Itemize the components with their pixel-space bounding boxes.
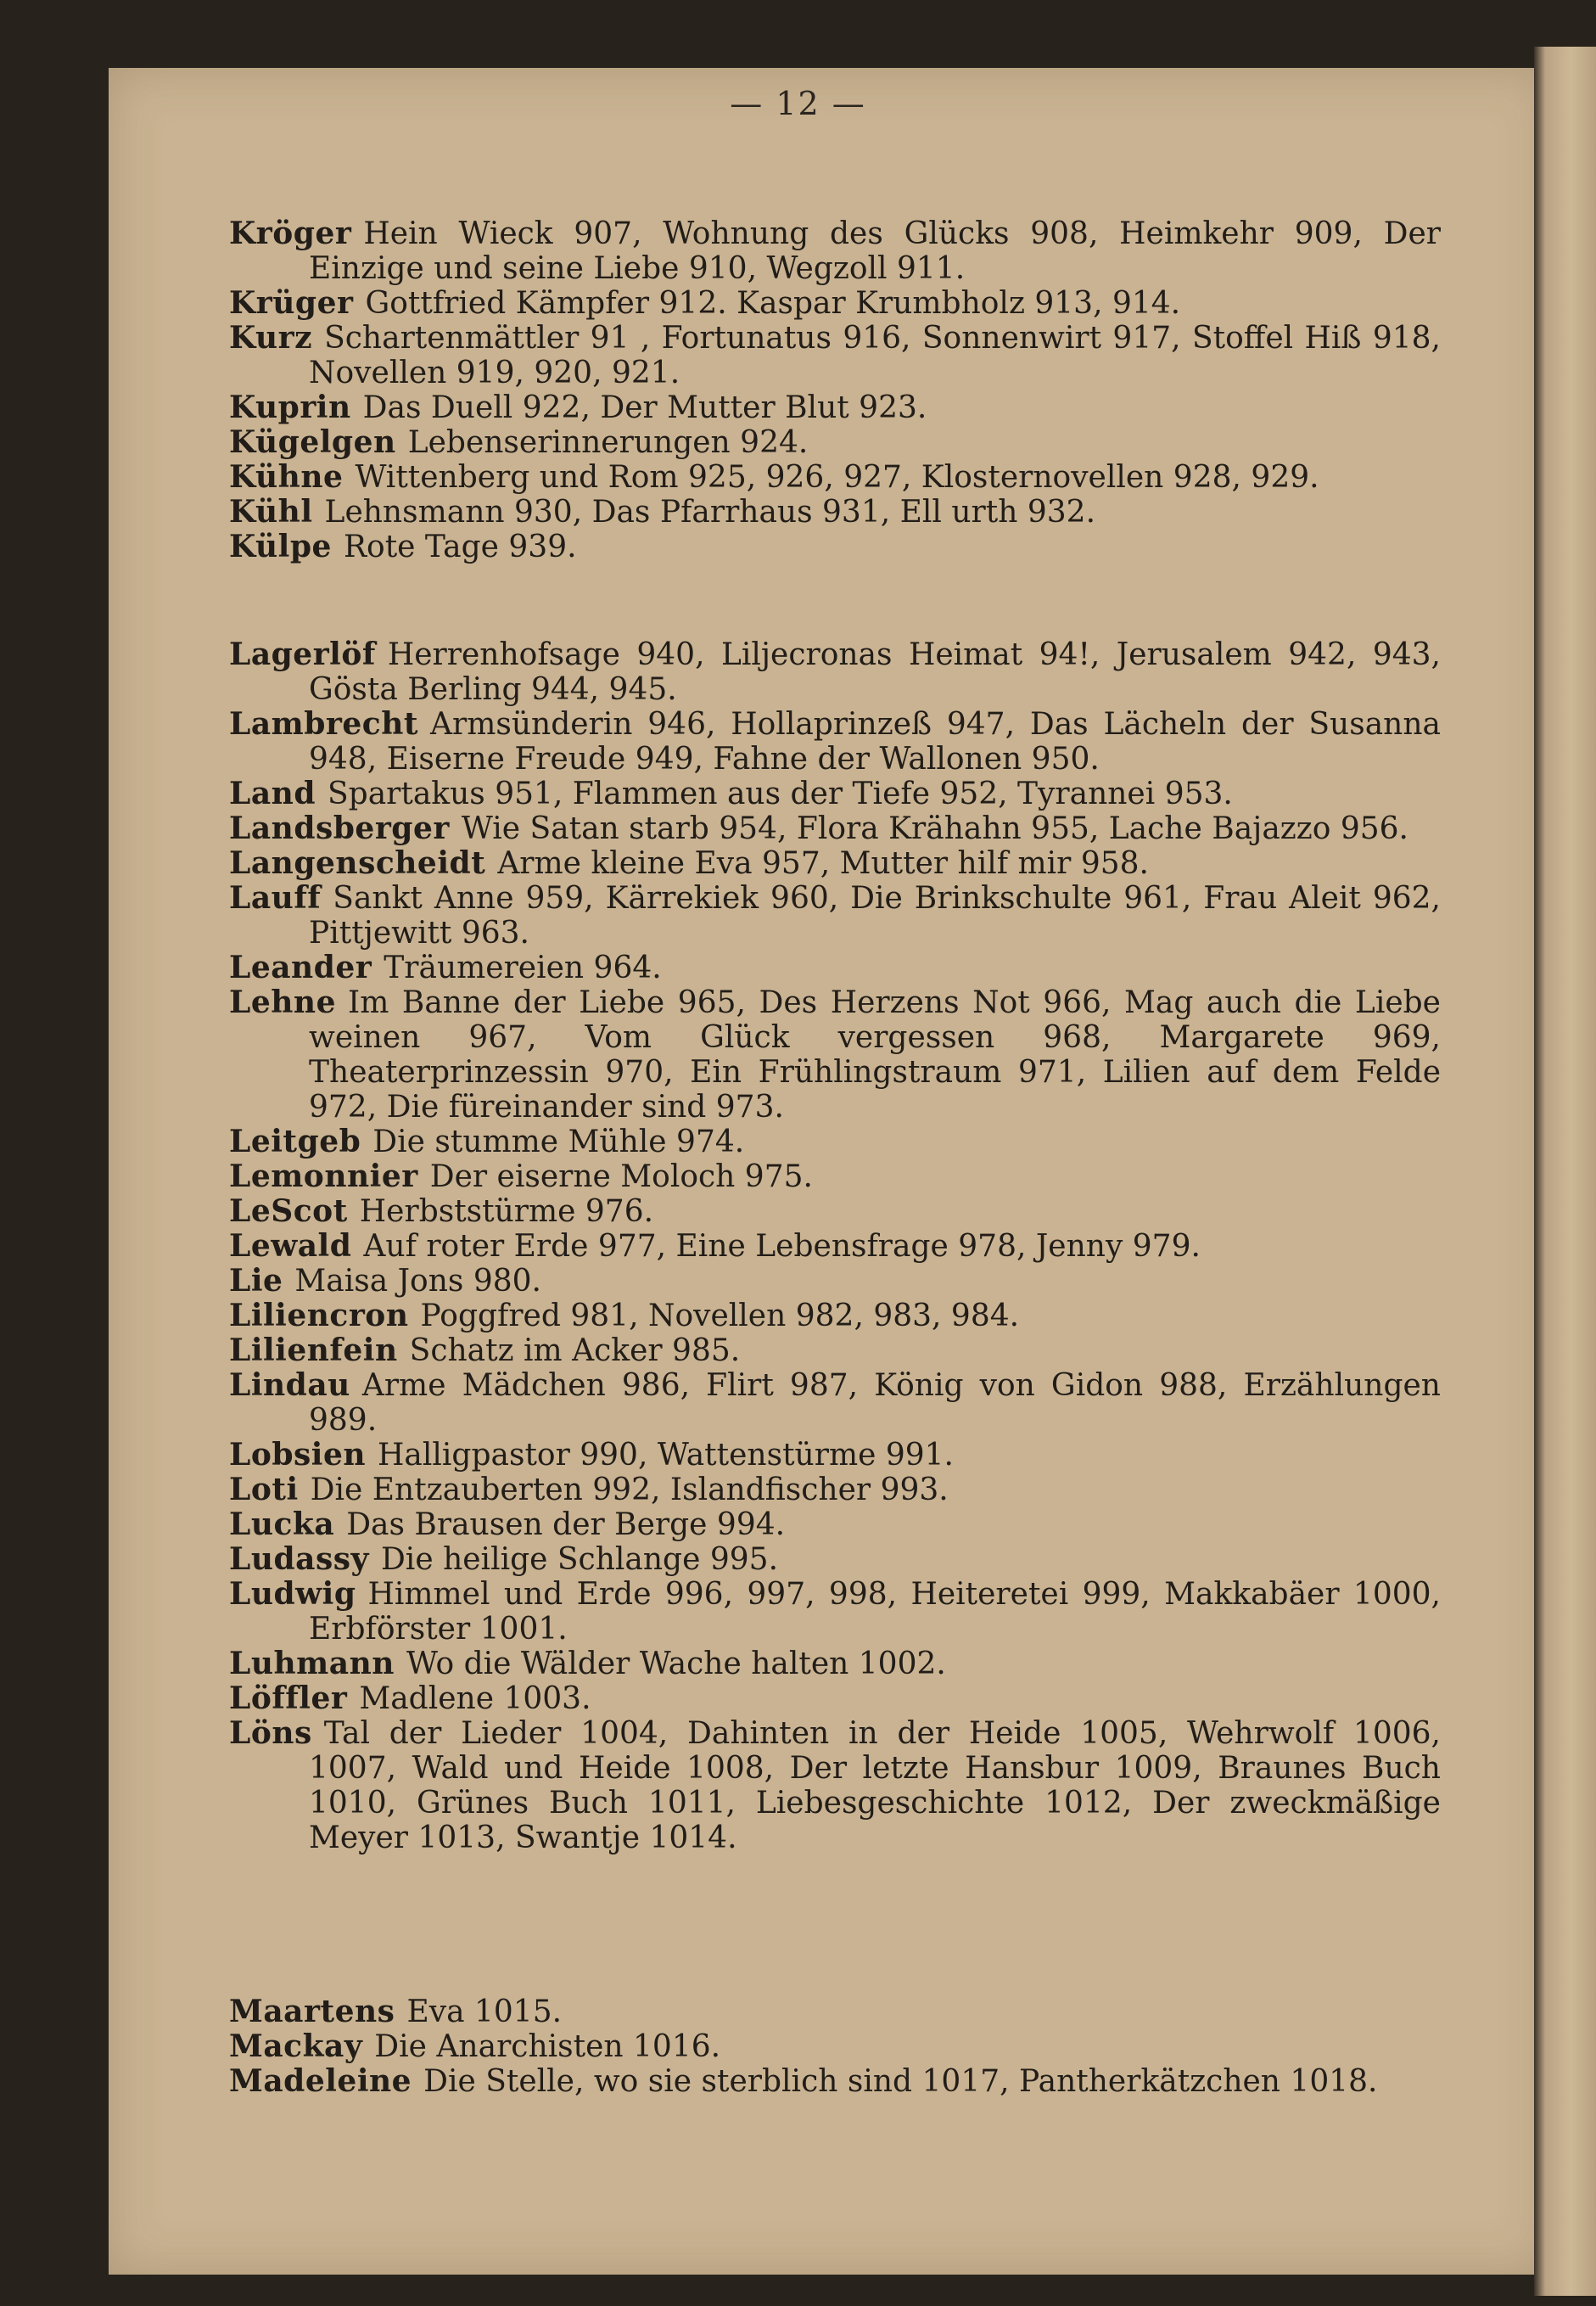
author-name: Kügelgen [229, 424, 396, 460]
catalog-entry [229, 1542, 1441, 1577]
catalog-entry [229, 286, 1441, 321]
author-name: Löffler [229, 1680, 348, 1716]
catalog-entry [229, 1368, 1441, 1438]
book-spine [1534, 47, 1596, 2296]
catalog-entry [229, 1890, 1441, 1925]
work-list: Lebenserinnerungen 924. [407, 425, 809, 460]
work-list: Der eiserne Moloch 975. [429, 1159, 813, 1194]
author-name: Kuprin [229, 390, 351, 425]
author-name: Kühne [229, 459, 344, 495]
section-l [229, 637, 1441, 1925]
work-list: Wo die Wälder Wache halten 1002. [406, 1647, 946, 1681]
work-list: Tal der Lieder 1004, Dahinten in der Heide 1005, Wehrwolf 1006, 1007, Wald und Heide 1008, Der letzte Hansbur 1009, Braunes Buch 1010, Grünes Buch 1011, Liebesgeschichte 1012, Der zweckmäßige Meyer 1013, Swantje 1014. [309, 1716, 1441, 1855]
catalog-entry [229, 2064, 1441, 2099]
author-name: Ludassy [229, 1541, 369, 1577]
catalog-entry [229, 1716, 1441, 1855]
author-name: Lambrecht [229, 706, 418, 742]
catalog-entry [229, 1159, 1441, 1194]
catalog-entry [229, 1855, 1441, 1890]
author-name: LeScot [229, 1193, 348, 1229]
catalog-entry [229, 846, 1441, 881]
page-number: — 12 — [730, 85, 866, 122]
catalog-entry [229, 1333, 1441, 1368]
catalog-entry [229, 321, 1441, 390]
work-list: Schartenmättler 91 , Fortunatus 916, Sonnenwirt 917, Stoffel Hiß 918, Novellen 919, 920, 921. [309, 321, 1441, 390]
section-m [229, 1995, 1441, 2099]
author-name: Külpe [229, 529, 332, 564]
work-list: Sankt Anne 959, Kärrekiek 960, Die Brinkschulte 961, Frau Aleit 962, Pittjewitt 963. [309, 881, 1441, 951]
work-list: Auf roter Erde 977, Eine Lebensfrage 978, Jenny 979. [363, 1229, 1201, 1264]
work-list: Rote Tage 939. [343, 530, 577, 564]
catalog-entry [229, 1995, 1441, 2029]
catalog-entry [229, 1229, 1441, 1264]
work-list: Armsünderin 946, Hollaprinzeß 947, Das Lächeln der Susanna 948, Eiserne Freude 949, Fahne der Wallonen 950. [309, 707, 1441, 777]
catalog-entry [229, 1577, 1441, 1647]
author-name: Lobsien [229, 1437, 367, 1473]
work-list: Das Brausen der Berge 994. [346, 1507, 786, 1542]
catalog-entry [229, 637, 1441, 707]
catalog-entry [229, 216, 1441, 286]
catalog-entry [229, 425, 1441, 460]
work-list: Eva 1015. [406, 1995, 563, 2029]
author-name: Kühl [229, 494, 313, 530]
work-list: Lehnsmann 930, Das Pfarrhaus 931, Ell urth 932. [324, 495, 1096, 530]
catalog-entry [229, 777, 1441, 811]
catalog-entries [229, 216, 1441, 2099]
work-list: Herrenhofsage 940, Liljecronas Heimat 94!, Jerusalem 942, 943, Gösta Berling 944, 945. [309, 637, 1441, 707]
work-list: Hein Wieck 907, Wohnung des Glücks 908, Heimkehr 909, Der Einzige und seine Liebe 910, Wegzoll 911. [309, 216, 1441, 286]
catalog-entry [229, 1681, 1441, 1716]
catalog-entry [229, 951, 1441, 985]
author-name: Maartens [229, 1994, 395, 2029]
author-name: Lehne [229, 985, 336, 1020]
work-list: Im Banne der Liebe 965, Des Herzens Not 966, Mag auch die Liebe weinen 967, Vom Glück vergessen 968, Margarete 969, Theaterprinzessin 970, Ein Frühlingstraum 971, Lilien auf dem Felde 972, Die füreinander sind 973. [309, 985, 1441, 1125]
work-list: Herbststürme 976. [359, 1194, 654, 1229]
author-name: Kurz [229, 320, 313, 356]
work-list: Arme Mädchen 986, Flirt 987, König von Gidon 988, Erzählungen 989. [309, 1368, 1441, 1438]
work-list: Madlene 1003. [359, 1681, 591, 1716]
work-list: Die Stelle, wo sie sterblich sind 1017, Pantherkätzchen 1018. [423, 2064, 1378, 2099]
author-name: Langenscheidt [229, 845, 486, 881]
author-name: Madeleine [229, 2063, 412, 2099]
author-name: Lindau [229, 1367, 350, 1403]
author-name: Lilienfein [229, 1333, 398, 1368]
catalog-entry [229, 460, 1441, 495]
author-name: Kröger [229, 216, 352, 251]
catalog-entry [229, 1299, 1441, 1333]
catalog-entry [229, 2029, 1441, 2064]
catalog-entry [229, 707, 1441, 777]
work-list: Die stumme Mühle 974. [372, 1125, 745, 1159]
work-list: Träumereien 964. [384, 951, 662, 985]
catalog-entry [229, 1473, 1441, 1507]
work-list: Halligpastor 990, Wattenstürme 991. [378, 1438, 954, 1473]
work-list: Schatz im Acker 985. [409, 1333, 741, 1368]
work-list: Die Entzauberten 992, Islandfischer 993. [310, 1473, 949, 1507]
author-name: Landsberger [229, 811, 450, 846]
work-list: Die Anarchisten 1016. [374, 2029, 721, 2064]
catalog-entry [229, 390, 1441, 425]
catalog-entry [229, 1125, 1441, 1159]
section-spacer [229, 564, 1441, 637]
work-list: Wie Satan starb 954, Flora Krähahn 955, Lache Bajazzo 956. [461, 811, 1408, 846]
author-name: Ludwig [229, 1576, 356, 1612]
work-list: Poggfred 981, Novellen 982, 983, 984. [420, 1299, 1020, 1333]
author-name: Leitgeb [229, 1124, 361, 1159]
catalog-entry [229, 1647, 1441, 1681]
work-list: Das Duell 922, Der Mutter Blut 923. [362, 390, 927, 425]
author-name: Lagerlöf [229, 637, 376, 672]
author-name: Luhmann [229, 1646, 395, 1681]
catalog-entry [229, 495, 1441, 530]
work-list: Maisa Jons 980. [294, 1264, 541, 1299]
author-name: Krüger [229, 285, 354, 321]
author-name: Leander [229, 950, 372, 985]
work-list: Arme kleine Eva 957, Mutter hilf mir 958. [497, 846, 1149, 881]
work-list: Himmel und Erde 996, 997, 998, Heiteretei 999, Makkabäer 1000, Erbförster 1001. [309, 1577, 1441, 1647]
author-name: Loti [229, 1472, 299, 1507]
section-spacer [229, 1925, 1441, 1995]
author-name: Lie [229, 1263, 283, 1299]
work-list: Gottfried Kämpfer 912. Kaspar Krumbholz 913, 914. [365, 286, 1181, 321]
work-list: Die heilige Schlange 995. [380, 1542, 779, 1577]
catalog-entry [229, 1438, 1441, 1473]
author-name: Löns [229, 1715, 312, 1751]
author-name: Land [229, 776, 316, 811]
catalog-entry [229, 1507, 1441, 1542]
catalog-entry [229, 1194, 1441, 1229]
catalog-entry [229, 1264, 1441, 1299]
author-name: Lucka [229, 1506, 335, 1542]
section-k [229, 216, 1441, 564]
author-name: Lewald [229, 1228, 352, 1264]
work-list: Spartakus 951, Flammen aus der Tiefe 952, Tyrannei 953. [327, 777, 1233, 811]
catalog-entry [229, 881, 1441, 951]
work-list: Wittenberg und Rom 925, 926, 927, Klosternovellen 928, 929. [355, 460, 1319, 495]
catalog-entry [229, 985, 1441, 1125]
catalog-entry [229, 811, 1441, 846]
author-name: Lauff [229, 880, 322, 916]
catalog-entry [229, 530, 1441, 564]
author-name: Mackay [229, 2028, 363, 2064]
author-name: Lemonnier [229, 1159, 418, 1194]
author-name: Liliencron [229, 1298, 409, 1333]
